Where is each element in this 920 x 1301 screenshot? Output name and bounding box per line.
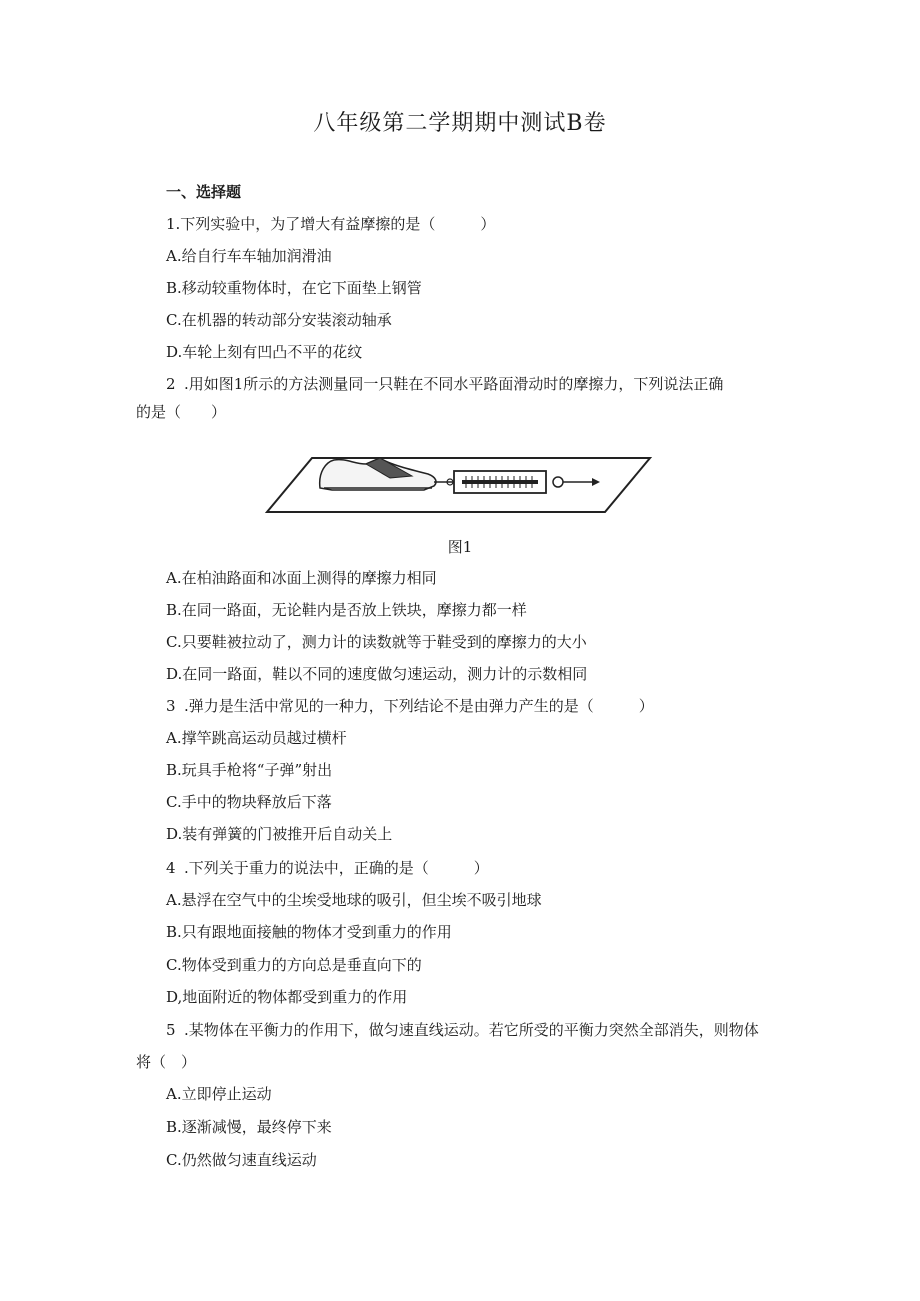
question-1-option-c: C.在机器的转动部分安装滚动轴承 <box>166 311 392 329</box>
question-5-option-c: C.仍然做匀速直线运动 <box>166 1151 317 1169</box>
question-4-option-d: D,地面附近的物体都受到重力的作用 <box>166 988 408 1006</box>
question-1-option-d: D.车轮上刻有凹凸不平的花纹 <box>166 343 363 361</box>
question-2-stem-line2: 的是（ ） <box>136 403 227 421</box>
question-5-stem-text: .某物体在平衡力的作用下，做匀速直线运动。若它所受的平衡力突然全部消失，则物体 <box>184 1021 759 1039</box>
question-3-option-b: B.玩具手枪将“子弹”射出 <box>166 761 333 779</box>
pull-ring <box>553 477 563 487</box>
shoe-friction-figure <box>262 448 654 518</box>
question-3-stem <box>166 696 654 716</box>
question-3-option-c: C.手中的物块释放后下落 <box>166 793 332 811</box>
question-1-stem: 1.下列实验中，为了增大有益摩擦的是（ ） <box>166 215 496 233</box>
question-3-stem-text: .弹力是生活中常见的一种力，下列结论不是由弹力产生的是（ ） <box>184 697 654 715</box>
question-2-option-a: A.在柏油路面和冰面上测得的摩擦力相同 <box>166 569 437 587</box>
question-5-number: 5 <box>166 1021 176 1039</box>
question-2-number: 2 <box>166 375 176 393</box>
question-5-stem-line1 <box>166 1020 759 1040</box>
force-arrow-head <box>592 478 600 486</box>
question-4-option-a: A.悬浮在空气中的尘埃受地球的吸引，但尘埃不吸引地球 <box>166 891 542 909</box>
question-2-stem-line1 <box>166 374 723 394</box>
question-2-option-c: C.只要鞋被拉动了，测力计的读数就等于鞋受到的摩擦力的大小 <box>166 633 587 651</box>
page-title: 八年级第二学期期中测试B卷 <box>313 111 607 136</box>
question-4-number: 4 <box>166 859 176 877</box>
question-5-stem-line2: 将（ ） <box>136 1053 197 1071</box>
question-1-option-a: A.给自行车车轴加润滑油 <box>166 247 332 265</box>
question-4-option-b: B.只有跟地面接触的物体才受到重力的作用 <box>166 923 452 941</box>
question-2-option-d: D.在同一路面，鞋以不同的速度做匀速运动，测力计的示数相同 <box>166 665 588 683</box>
question-2-option-b: B.在同一路面，无论鞋内是否放上铁块，摩擦力都一样 <box>166 601 527 619</box>
question-3-option-d: D.装有弹簧的门被推开后自动关上 <box>166 825 393 843</box>
question-4-stem-text: .下列关于重力的说法中，正确的是（ ） <box>184 859 489 877</box>
question-2-stem-text: .用如图1所示的方法测量同一只鞋在不同水平路面滑动时的摩擦力，下列说法正确 <box>184 375 724 393</box>
section-heading: 一、选择题 <box>166 183 242 201</box>
question-5-option-b: B.逐渐减慢，最终停下来 <box>166 1118 332 1136</box>
figure-caption: 图1 <box>447 538 473 556</box>
question-4-stem <box>166 858 489 878</box>
question-3-number: 3 <box>166 697 176 715</box>
question-5-option-a: A.立即停止运动 <box>166 1085 272 1103</box>
question-1-option-b: B.移动较重物体时，在它下面垫上钢管 <box>166 279 422 297</box>
question-4-option-c: C.物体受到重力的方向总是垂直向下的 <box>166 956 422 974</box>
question-3-option-a: A.撑竿跳高运动员越过横杆 <box>166 729 347 747</box>
